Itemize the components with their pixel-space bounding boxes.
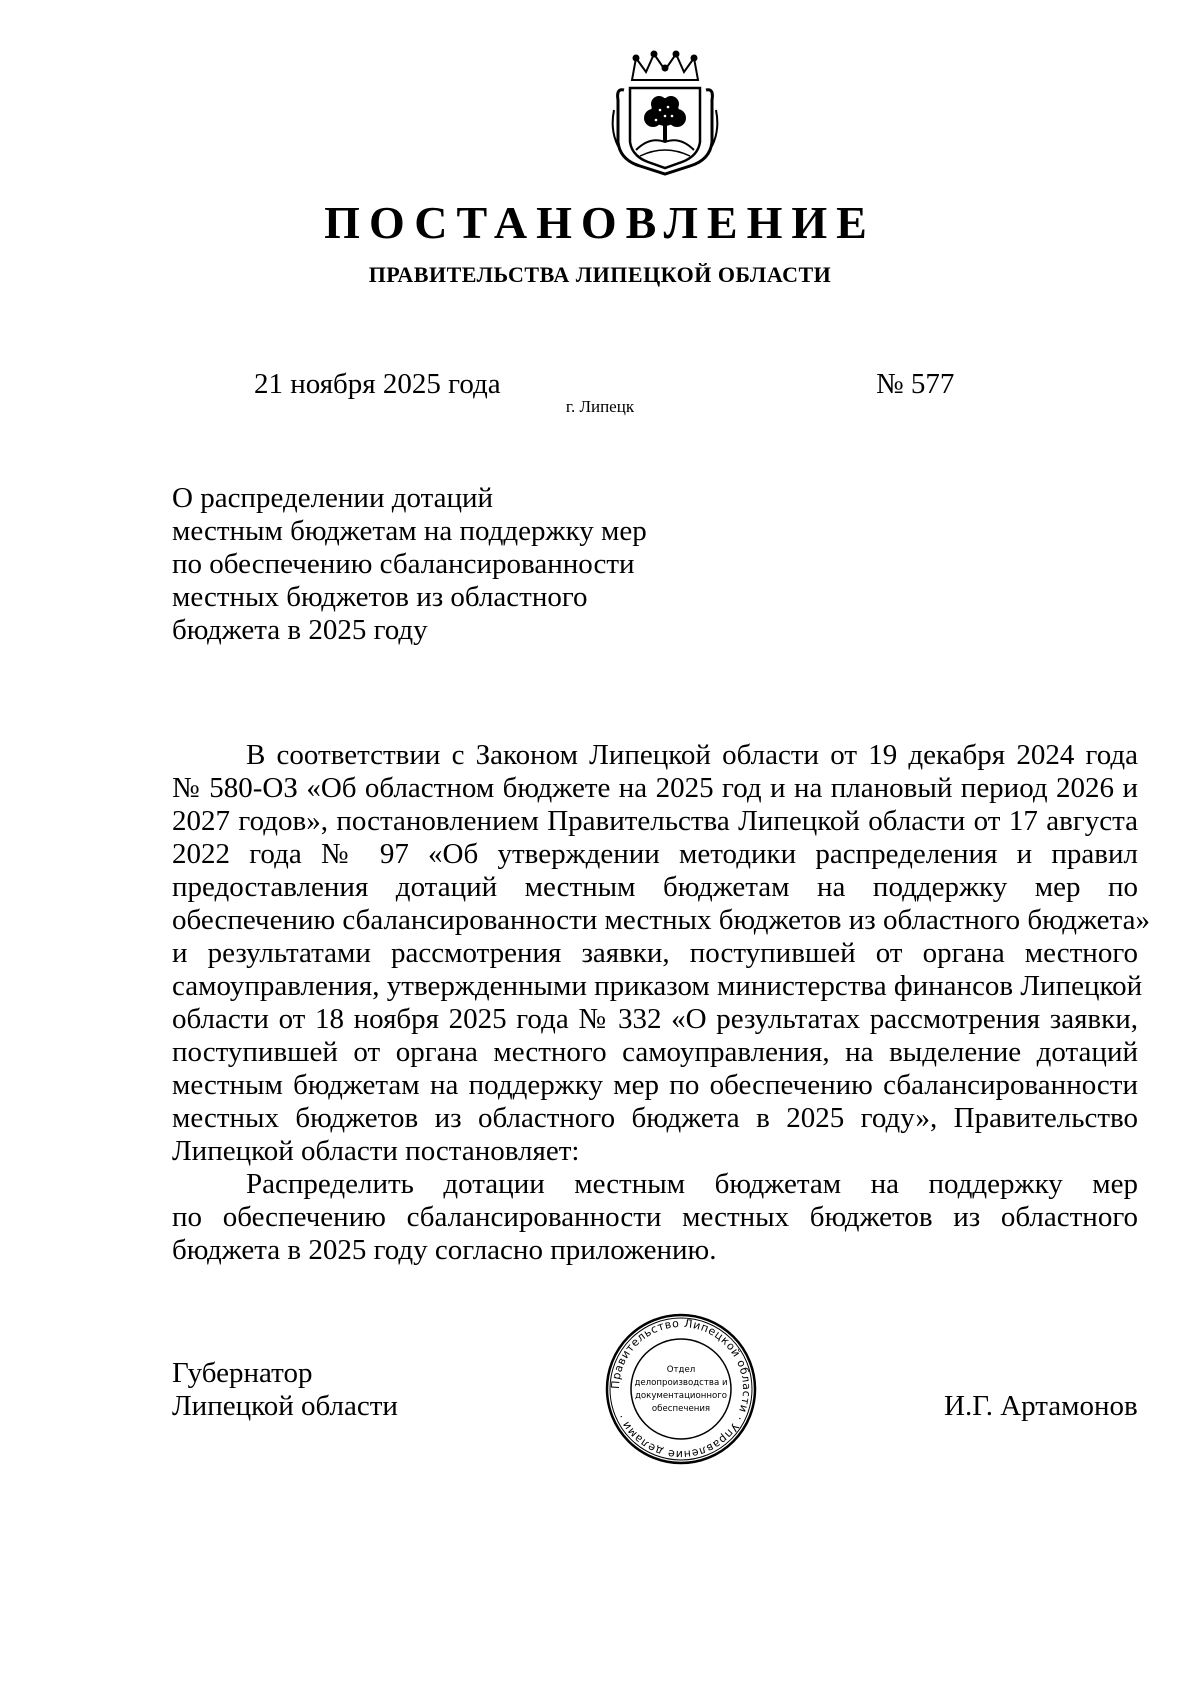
document-city: г. Липецк: [565, 397, 635, 416]
subject-line: О распределении дотаций: [172, 482, 494, 514]
seal-inner-line: Отдел: [666, 1365, 696, 1375]
seal-inner-line: документационного: [634, 1391, 728, 1401]
document-subject: [172, 482, 692, 647]
subject-line: местным бюджетам на поддержку мер: [172, 515, 647, 547]
signatory-name: И.Г. Артамонов: [944, 1390, 1138, 1422]
body-line: Распределить дотации местным бюджетам на поддержку мер: [246, 1168, 1138, 1200]
body-line: 2022 года № 97 «Об утверждении методики распределения и правил: [172, 838, 1138, 870]
subject-line: по обеспечению сбалансированности: [172, 548, 635, 580]
document-number: № 577: [876, 368, 955, 400]
subject-line: местных бюджетов из областного: [172, 581, 588, 613]
document-title: ПОСТАНОВЛЕНИЕ: [324, 197, 876, 248]
document-subtitle: ПРАВИТЕЛЬСТВА ЛИПЕЦКОЙ ОБЛАСТИ: [368, 262, 832, 287]
body-line: № 580-ОЗ «Об областном бюджете на 2025 год и на плановый период 2026 и: [172, 772, 1138, 804]
signatory-position: [172, 1357, 398, 1423]
document-body: [172, 739, 1150, 1267]
body-line: В соответствии с Законом Липецкой области от 19 декабря 2024 года: [246, 739, 1138, 771]
body-line: местных бюджетов из областного бюджета в 2025 году», Правительство: [172, 1102, 1138, 1134]
document-date: 21 ноября 2025 года: [254, 368, 501, 400]
seal-outer-text: Правительство Липецкой области · Управление делами ·: [608, 1316, 754, 1462]
body-paragraph-1: [172, 739, 1150, 1168]
body-line: самоуправления, утвержденными приказом министерства финансов Липецкой: [172, 970, 1143, 1002]
body-line: местным бюджетам на поддержку мер по обеспечению сбалансированности: [172, 1069, 1138, 1101]
body-line: и результатами рассмотрения заявки, поступившей от органа местного: [172, 937, 1138, 969]
body-line: по обеспечению сбалансированности местных бюджетов из областного: [172, 1201, 1138, 1233]
body-line: Липецкой области постановляет:: [172, 1135, 580, 1167]
subject-line: бюджета в 2025 году: [172, 614, 428, 646]
seal-inner-line: обеспечения: [651, 1404, 711, 1414]
body-line: предоставления дотаций местным бюджетам на поддержку мер по: [172, 871, 1138, 903]
body-line: 2027 годов», постановлением Правительства Липецкой области от 17 августа: [172, 805, 1138, 837]
body-line: области от 18 ноября 2025 года № 332 «О результатах рассмотрения заявки,: [172, 1003, 1138, 1035]
body-line: поступившей от органа местного самоуправления, на выделение дотаций: [172, 1036, 1138, 1068]
coat-of-arms-icon: [610, 50, 720, 182]
signatory-position-line: Липецкой области: [172, 1390, 398, 1422]
official-seal-icon: [604, 1312, 758, 1466]
body-line: бюджета в 2025 году согласно приложению.: [172, 1234, 717, 1266]
body-line: обеспечению сбалансированности местных бюджетов из областного бюджета»: [172, 904, 1150, 936]
signatory-position-line: Губернатор: [172, 1357, 313, 1389]
body-paragraph-2: [172, 1168, 1138, 1267]
seal-inner-line: делопроизводства и: [634, 1378, 728, 1388]
